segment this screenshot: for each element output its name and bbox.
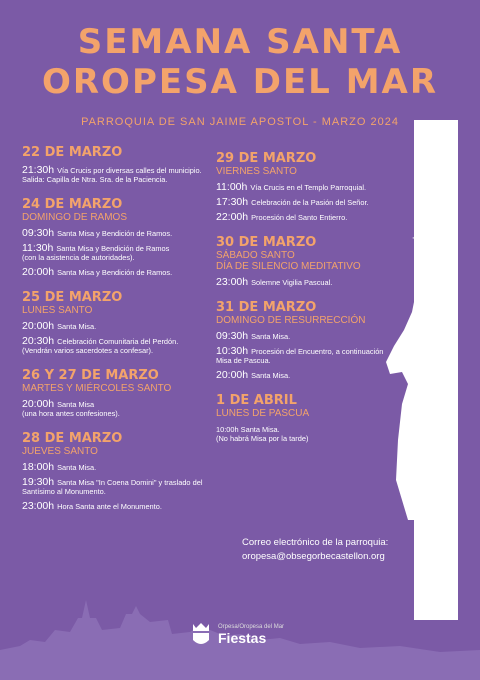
event-text: Santa Misa y Bendición de Ramos	[56, 244, 170, 253]
event-text: Santa Misa.	[251, 371, 291, 380]
event-time: 18:00h	[22, 461, 55, 473]
contact-email[interactable]: oropesa@obsegorbecastellon.org	[242, 551, 385, 562]
day-date: 25 DE MARZO	[22, 290, 123, 305]
crown-shield-icon	[190, 622, 212, 648]
day-date: 24 DE MARZO	[22, 197, 123, 212]
day-date: 29 DE MARZO	[216, 151, 317, 166]
day-block	[216, 236, 396, 287]
event-note: Salida: Capilla de Ntra. Sra. de la Paciencia.	[22, 175, 168, 184]
event	[22, 463, 222, 472]
event-note: (Vendrán varios sacerdotes a confesar).	[22, 346, 154, 355]
event-time: 22:00h	[216, 211, 249, 223]
event	[216, 183, 396, 192]
day-block	[22, 369, 222, 418]
day-date: 26 Y 27 DE MARZO	[22, 368, 159, 383]
day-block	[22, 146, 222, 184]
event-note: (una hora antes confesiones).	[22, 409, 120, 418]
event	[22, 400, 222, 418]
event	[22, 502, 222, 511]
event-text: Santa Misa.	[57, 322, 97, 331]
event-text: Hora Santa ante el Monumento.	[57, 502, 162, 511]
event-time: 11:00h	[216, 181, 248, 193]
event	[22, 337, 222, 355]
subtitle: PARROQUIA DE SAN JAIME APOSTOL - MARZO 2024	[81, 116, 399, 128]
event	[216, 371, 396, 380]
day-date: 31 DE MARZO	[216, 300, 317, 315]
event	[22, 244, 222, 262]
event	[22, 166, 222, 184]
left-schedule	[22, 146, 222, 525]
event-text: Santa Misa y Bendición de Ramos.	[57, 229, 173, 238]
event-text: Solemne Vigilia Pascual.	[251, 278, 333, 287]
day-date: 30 DE MARZO	[216, 235, 317, 250]
event	[216, 213, 396, 222]
event-text: Santa Misa.	[57, 463, 97, 472]
day-name: JUEVES SANTO	[22, 446, 98, 457]
event-time: 20:00h	[22, 266, 55, 278]
day-name: DOMINGO DE RAMOS	[22, 212, 128, 223]
event-text: 10:00h Santa Misa.	[216, 425, 280, 434]
event-time: 23:00h	[22, 500, 55, 512]
event-note: (No habrá Misa por la tarde)	[216, 434, 309, 443]
logo-subtitle: Orpesa/Oropesa del Mar	[218, 624, 285, 630]
day-name: SÁBADO SANTO DÍA DE SILENCIO MEDITATIVO	[216, 250, 361, 272]
event	[216, 198, 396, 207]
day-block	[216, 152, 396, 222]
event-time: 17:30h	[216, 196, 249, 208]
event	[22, 268, 222, 277]
event-time: 10:30h	[216, 345, 249, 357]
day-block	[22, 198, 222, 277]
right-schedule	[216, 152, 396, 457]
event	[216, 278, 396, 287]
event-time: 11:30h	[22, 242, 54, 254]
day-name: DOMINGO DE RESURRECCIÓN	[216, 315, 366, 326]
day-date: 1 DE ABRIL	[216, 393, 297, 408]
day-name: LUNES SANTO	[22, 305, 93, 316]
event	[22, 478, 222, 496]
event-time: 21:30h	[22, 164, 55, 176]
event-text: Celebración Comunitaria del Perdón.	[57, 337, 179, 346]
event	[216, 347, 396, 365]
logo-title: Fiestas	[218, 630, 267, 646]
day-name: LUNES DE PASCUA	[216, 408, 310, 419]
event-time: 20:00h	[22, 398, 55, 410]
event	[22, 322, 222, 331]
day-block	[216, 301, 396, 380]
event	[216, 332, 396, 341]
event-time: 09:30h	[216, 330, 249, 342]
day-name: VIERNES SANTO	[216, 166, 297, 177]
event-text: Vía Crucis por diversas calles del municipio.	[57, 166, 202, 175]
event-text: Vía Crucis en el Templo Parroquial.	[250, 183, 367, 192]
day-block	[216, 394, 396, 443]
event-time: 20:00h	[216, 369, 249, 381]
event-text: Santa Misa "In Coena Domini" y traslado del Santísimo al Monumento.	[22, 478, 203, 496]
event-note: (con la asistencia de autoridades).	[22, 253, 135, 262]
day-block	[22, 291, 222, 355]
event-time: 09:30h	[22, 227, 55, 239]
title-line1: SEMANA SANTA	[77, 22, 403, 62]
event-text: Celebración de la Pasión del Señor.	[251, 198, 369, 207]
event-text: Procesión del Santo Entierro.	[251, 213, 348, 222]
event-text: Santa Misa	[57, 400, 95, 409]
event	[22, 229, 222, 238]
event	[216, 425, 396, 443]
day-date: 22 DE MARZO	[22, 145, 123, 160]
fiestas-logo	[190, 622, 284, 648]
event-time: 19:30h	[22, 476, 55, 488]
event-text: Santa Misa y Bendición de Ramos.	[57, 268, 173, 277]
event-text: Santa Misa.	[251, 332, 291, 341]
event-text: Procesión del Encuentro, a continuación Misa de Pascua.	[216, 347, 384, 365]
day-date: 28 DE MARZO	[22, 431, 123, 446]
day-name: MARTES Y MIÉRCOLES SANTO	[22, 383, 172, 394]
event-time: 20:00h	[22, 320, 55, 332]
event-time: 20:30h	[22, 335, 55, 347]
event-time: 23:00h	[216, 276, 249, 288]
contact-label: Correo electrónico de la parroquia:	[242, 537, 389, 548]
title-line2: OROPESA DEL MAR	[41, 62, 439, 102]
contact-block	[242, 536, 442, 564]
day-block	[22, 432, 222, 511]
